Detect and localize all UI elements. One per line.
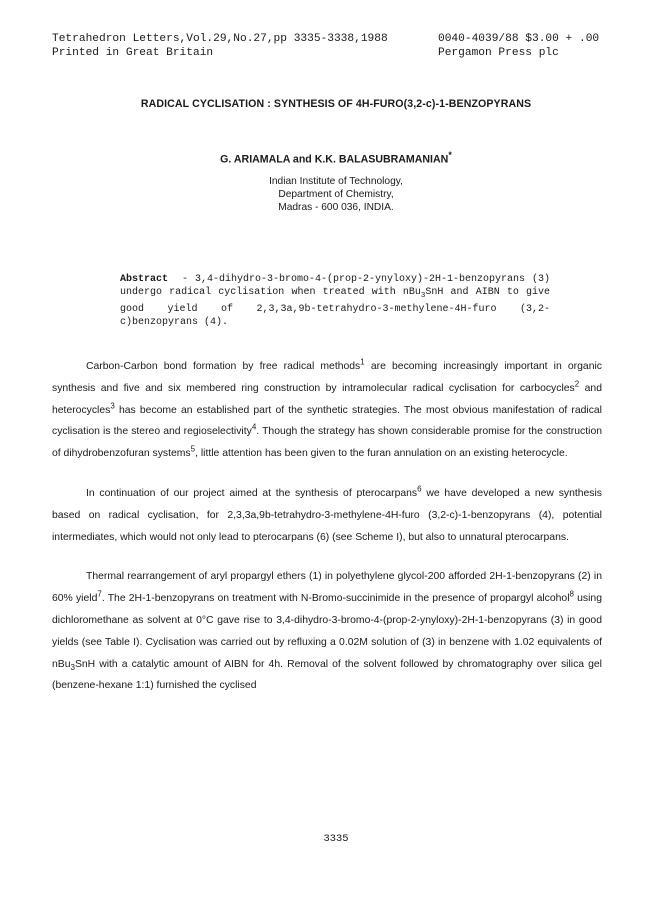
abstract-sub: 3: [420, 292, 426, 300]
abstract-text-2: SnH and AIBN to give good yield of 2,3,3a,9b-tetrahydro-3-methylene-4H-furo (3,2-c)benzopyrans (4).: [120, 287, 550, 328]
abstract-label: Abstract: [120, 274, 169, 285]
ref-1: 1: [360, 357, 365, 367]
corresponding-mark: *: [448, 150, 452, 160]
affiliation-line-3: Madras - 600 036, INDIA.: [278, 202, 394, 213]
ref-5: 5: [190, 444, 196, 454]
p3-text-b: . The 2H-1-benzopyrans on treatment with N-Bromo-succinimide in the presence of propargyl alcohol: [101, 593, 570, 605]
p1-text-a: Carbon-Carbon bond formation by free radical methods: [86, 361, 361, 372]
author-line: [0, 150, 672, 166]
abstract: [120, 273, 550, 329]
p1-text-b: are becoming increasingly important in organic synthesis and five and six membered ring construction by intramolecular radical cyclisation for carbocycles: [52, 361, 602, 394]
affiliation-line-1: Indian Institute of Technology,: [269, 176, 403, 187]
ref-8: 8: [569, 589, 574, 599]
p2-text-a: In continuation of our project aimed at the synthesis of pterocarpans: [86, 487, 418, 499]
publisher-header: [438, 32, 599, 60]
printed-in: Printed in Great Britain: [52, 47, 214, 59]
abstract-dash: -: [182, 274, 189, 285]
journal-citation: Tetrahedron Letters,Vol.29,No.27,pp 3335-3338,1988: [52, 33, 388, 45]
ref-7: 7: [97, 589, 102, 599]
affiliation: [0, 175, 672, 214]
paragraph-2: [52, 483, 602, 548]
abstract-text-1: 3,4-dihydro-3-bromo-4-(prop-2-ynyloxy)-2H-1-benzopyrans (3) undergo radical cyclisation when treated with nBu: [120, 274, 550, 298]
paragraph-3: [52, 566, 602, 697]
ref-3: 3: [110, 401, 115, 411]
authors: G. ARIAMALA and K.K. BALASUBRAMANIAN: [220, 153, 449, 166]
issn-price: 0040-4039/88 $3.00 + .00: [438, 33, 600, 45]
p1-text-e: . Though the strategy has shown considerable promise for the construction of dihydrobenzofuran systems: [52, 426, 602, 460]
body-text: [52, 356, 602, 715]
ref-4: 4: [251, 422, 257, 432]
p1-text-d: has become an established part of the synthetic strategies. The most obvious manifestation of radical cyclisation is the stereo and regioselectivity: [52, 404, 602, 438]
p3-text-d: SnH with a catalytic amount of AIBN for 4h. Removal of the solvent followed by chromatography over silica gel (benzene-hexane 1:1) furnished the cyclised: [52, 658, 602, 692]
p1-text-f: , little attention has been given to the furan annulation on an existing heterocycle.: [195, 448, 568, 460]
paper-title: RADICAL CYCLISATION : SYNTHESIS OF 4H-FURO(3,2-c)-1-BENZOPYRANS: [140, 98, 532, 110]
p2-text-b: we have developed a new synthesis based on radical cyclisation, for 2,3,3a,9b-tetrahydro-3-methylene-4H-furo (3,2-c)-1-benzopyrans (4), potential intermediates, which would not only lead to pterocarpans (6) (see Scheme I), but also to unnatural pterocarpans.: [52, 487, 603, 543]
publisher: Pergamon Press plc: [438, 47, 559, 59]
journal-header: [52, 32, 388, 60]
paragraph-1: [52, 356, 602, 465]
p3-text-c: using dichloromethane as solvent at 0°C gave rise to 3,4-dihydro-3-bromo-4-(prop-2-ynyloxy)-2H-1-benzopyrans (3) in good yields (see Table I). Cyclisation was carried out by refluxing a 0.02M solution of (3) in benzene with 1.02 equivalents of nBu: [52, 593, 602, 670]
ref-2: 2: [574, 379, 580, 389]
p3-sub: 3: [70, 662, 75, 672]
page-number: 3335: [323, 833, 349, 845]
p3-text-a: Thermal rearrangement of aryl propargyl ethers (1) in polyethylene glycol-200 afforded 2H-1-benzopyrans (2) in 60% yield: [52, 571, 602, 605]
p1-text-c: and heterocycles: [52, 382, 602, 416]
affiliation-line-2: Department of Chemistry,: [278, 189, 394, 200]
ref-6: 6: [417, 484, 422, 494]
